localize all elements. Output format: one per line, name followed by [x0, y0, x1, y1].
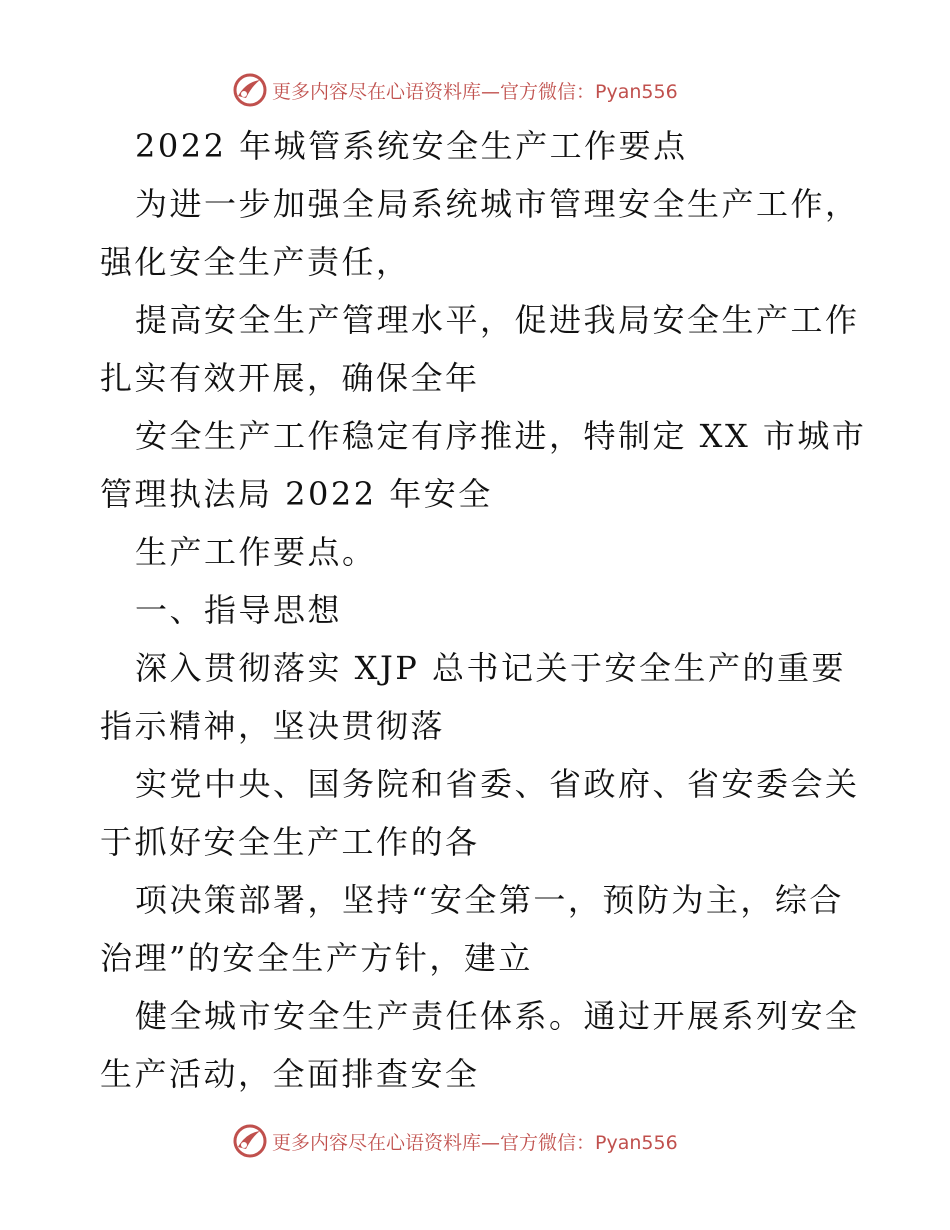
paragraph-line: 为进一步加强全局系统城市管理安全生产工作， [135, 185, 860, 223]
paragraph-line: 生产工作要点。 [135, 533, 377, 571]
paragraph-line: 安全生产工作稳定有序推进，特制定 XX 市城市 [135, 417, 867, 455]
paragraph-line: 指示精神，坚决贯彻落 [100, 707, 446, 745]
paragraph-line: 提高安全生产管理水平，促进我局安全生产工作 [135, 301, 860, 339]
paragraph-line: 生产活动，全面排查安全 [100, 1055, 480, 1093]
paragraph-line: 项决策部署，坚持“安全第一，预防为主，综合 [135, 881, 844, 919]
paragraph-line: 扎实有效开展，确保全年 [100, 359, 480, 397]
footer-watermark [232, 1121, 732, 1161]
section-heading: 一、指导思想 [135, 591, 343, 629]
watermark-text: 更多内容尽在心语资料库—官方微信：Pyan556 [272, 1131, 678, 1154]
paragraph-line: 治理”的安全生产方针，建立 [100, 939, 533, 977]
document-title: 2022 年城管系统安全生产工作要点 [135, 127, 688, 165]
paragraph-line: 于抓好安全生产工作的各 [100, 823, 480, 861]
paragraph-line: 实党中央、国务院和省委、省政府、省安委会关 [135, 765, 860, 803]
paragraph-line: 管理执法局 2022 年安全 [100, 475, 493, 513]
pen-logo-icon [232, 1123, 268, 1159]
paragraph-line: 强化安全生产责任， [100, 243, 411, 281]
watermark-text: 更多内容尽在心语资料库—官方微信：Pyan556 [272, 80, 678, 103]
paragraph-line: 深入贯彻落实 XJP 总书记关于安全生产的重要 [135, 649, 846, 687]
paragraph-line: 健全城市安全生产责任体系。通过开展系列安全 [135, 997, 860, 1035]
